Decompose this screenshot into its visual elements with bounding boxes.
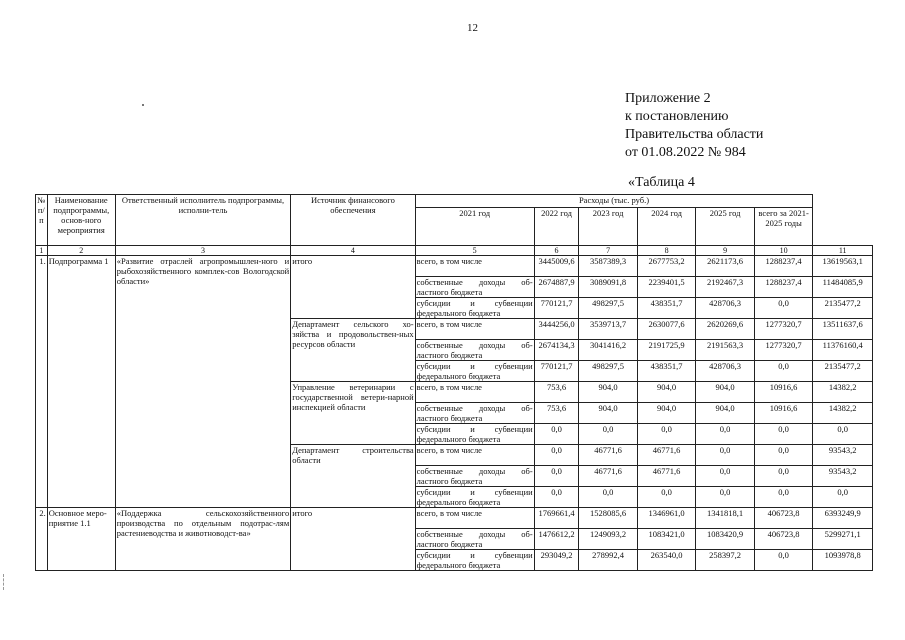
- header-row-top: [36, 195, 873, 208]
- column-number-row: [36, 246, 873, 256]
- column-number: 6: [534, 246, 579, 256]
- column-number: 7: [579, 246, 637, 256]
- expense-value: 770121,7: [534, 298, 579, 319]
- expense-value: 3444256,0: [534, 319, 579, 340]
- expense-value: 1528085,6: [579, 508, 637, 529]
- program-name: Основное меро-приятие 1.1: [47, 508, 115, 571]
- header-year-2025: 2025 год: [696, 208, 754, 246]
- expense-value: 753,6: [534, 382, 579, 403]
- expense-value: 0,0: [579, 424, 637, 445]
- expense-value: 2674134,3: [534, 340, 579, 361]
- responsible-executor: Департамент сельского хо-зяйства и продовольствен-ных ресурсов области: [291, 319, 415, 382]
- expense-value: 904,0: [696, 382, 754, 403]
- expense-value: 1476612,2: [534, 529, 579, 550]
- expense-value: 13619563,1: [813, 256, 873, 277]
- funding-source: всего, в том числе: [415, 445, 534, 466]
- expense-value: 0,0: [754, 445, 813, 466]
- table-caption: «Таблица 4: [628, 175, 695, 190]
- expense-value: 1288237,4: [754, 256, 813, 277]
- header-year-2022: 2022 год: [534, 208, 579, 246]
- expense-value: 46771,6: [579, 445, 637, 466]
- column-number: 4: [291, 246, 415, 256]
- expense-value: 3089091,8: [579, 277, 637, 298]
- funding-source: собственные доходы об-ластного бюджета: [416, 529, 533, 549]
- expense-value: 13511637,6: [813, 319, 873, 340]
- expense-value: 0,0: [754, 361, 813, 382]
- expense-value: 0,0: [696, 445, 754, 466]
- expense-value: 3587389,3: [579, 256, 637, 277]
- funding-source: всего, в том числе: [415, 256, 534, 277]
- column-number: 9: [696, 246, 754, 256]
- expense-value: 3539713,7: [579, 319, 637, 340]
- responsible-executor: итого: [291, 508, 415, 571]
- expense-value: 0,0: [754, 487, 813, 508]
- expense-value: 6393249,9: [813, 508, 873, 529]
- program-name: Подпрограмма 1: [47, 256, 115, 508]
- appendix-line-4: от 01.08.2022 № 984: [625, 145, 746, 160]
- expense-value: 2192467,3: [696, 277, 754, 298]
- expense-value: 1249093,2: [579, 529, 637, 550]
- expense-value: 46771,6: [637, 445, 695, 466]
- appendix-line-3: Правительства области: [625, 127, 764, 142]
- column-number: 2: [47, 246, 115, 256]
- expense-value: 0,0: [754, 550, 813, 571]
- expense-value: 406723,8: [754, 529, 813, 550]
- expense-value: 46771,6: [579, 466, 637, 487]
- expense-value: 904,0: [637, 382, 695, 403]
- row-number: 1.: [36, 256, 48, 508]
- expense-value: 1083420,9: [696, 529, 754, 550]
- header-executor: Ответственный исполнитель подпрограммы, исполни-тель: [115, 195, 290, 246]
- expense-value: 5299271,1: [813, 529, 873, 550]
- expenses-table: [35, 194, 873, 571]
- expense-value: 2135477,2: [813, 298, 873, 319]
- expense-value: 278992,4: [579, 550, 637, 571]
- funding-source: всего, в том числе: [415, 508, 534, 529]
- column-number: 1: [36, 246, 48, 256]
- expense-value: 0,0: [579, 487, 637, 508]
- appendix-header: [625, 90, 763, 162]
- expense-value: 10916,6: [754, 382, 813, 403]
- header-source: Источник финансового обеспечения: [291, 195, 415, 246]
- expense-value: 0,0: [696, 424, 754, 445]
- expense-value: 904,0: [637, 403, 695, 424]
- expense-value: 0,0: [754, 424, 813, 445]
- expense-value: 3041416,2: [579, 340, 637, 361]
- expense-value: 0,0: [754, 298, 813, 319]
- expense-value: 0,0: [813, 487, 873, 508]
- expense-value: 904,0: [579, 403, 637, 424]
- funding-source: субсидии и субвенции федерального бюджета: [416, 361, 533, 381]
- expense-value: 11376160,4: [813, 340, 873, 361]
- appendix-line-1: Приложение 2: [625, 91, 711, 106]
- expense-value: 0,0: [637, 487, 695, 508]
- row-number: 2.: [36, 508, 48, 571]
- program-description: «Поддержка сельскохозяйственного производства по отдельным подотрас-лям растениеводства и животноводст-ва»: [115, 508, 290, 571]
- expense-value: 1093978,8: [813, 550, 873, 571]
- expense-value: 438351,7: [637, 361, 695, 382]
- funding-source: всего, в том числе: [415, 319, 534, 340]
- expense-value: 11484085,9: [813, 277, 873, 298]
- expense-value: 0,0: [637, 424, 695, 445]
- expense-value: 2191725,9: [637, 340, 695, 361]
- expense-value: 428706,3: [696, 361, 754, 382]
- expense-value: 2191563,3: [696, 340, 754, 361]
- expense-value: 2621173,6: [696, 256, 754, 277]
- expense-value: 0,0: [534, 445, 579, 466]
- header-name: Наименование подпрограммы, основ-ного мероприятия: [47, 195, 115, 246]
- page-number: 12: [467, 22, 478, 34]
- expense-value: 770121,7: [534, 361, 579, 382]
- expense-value: 10916,6: [754, 403, 813, 424]
- expense-value: 1341818,1: [696, 508, 754, 529]
- expense-value: 93543,2: [813, 445, 873, 466]
- expense-value: 1346961,0: [637, 508, 695, 529]
- expense-value: 258397,2: [696, 550, 754, 571]
- responsible-executor: Управление ветеринарии с государственной ветери-нарной инспекцией области: [291, 382, 415, 445]
- expense-value: 2620269,6: [696, 319, 754, 340]
- expense-value: 1769661,4: [534, 508, 579, 529]
- expense-value: 263540,0: [637, 550, 695, 571]
- header-year-2023: 2023 год: [579, 208, 637, 246]
- header-expenses: Расходы (тыс. руб.): [415, 195, 813, 208]
- expense-value: 0,0: [813, 424, 873, 445]
- expense-value: 0,0: [696, 466, 754, 487]
- expense-value: 0,0: [534, 487, 579, 508]
- funding-source: субсидии и субвенции федерального бюджета: [416, 487, 533, 507]
- expense-value: 2630077,6: [637, 319, 695, 340]
- header-total: всего за 2021-2025 годы: [754, 208, 813, 246]
- expense-value: 1288237,4: [754, 277, 813, 298]
- responsible-executor: итого: [291, 256, 415, 319]
- column-number: 3: [115, 246, 290, 256]
- header-num: № п/п: [36, 195, 48, 246]
- expense-value: 0,0: [534, 466, 579, 487]
- expense-value: 438351,7: [637, 298, 695, 319]
- funding-source: собственные доходы об-ластного бюджета: [416, 340, 533, 360]
- table-row: [36, 508, 873, 529]
- responsible-executor: Департамент строительства области: [291, 445, 415, 508]
- funding-source: собственные доходы об-ластного бюджета: [416, 466, 533, 486]
- appendix-line-2: к постановлению: [625, 109, 729, 124]
- expense-value: 498297,5: [579, 361, 637, 382]
- expense-value: 14382,2: [813, 382, 873, 403]
- expense-value: 2135477,2: [813, 361, 873, 382]
- column-number: 5: [415, 246, 534, 256]
- expense-value: 904,0: [696, 403, 754, 424]
- expense-value: 0,0: [754, 466, 813, 487]
- expense-value: 0,0: [696, 487, 754, 508]
- expense-value: 2677753,2: [637, 256, 695, 277]
- scan-edge-mark: [3, 574, 7, 590]
- expense-value: 753,6: [534, 403, 579, 424]
- expense-value: 1277320,7: [754, 340, 813, 361]
- expense-value: 904,0: [579, 382, 637, 403]
- expense-value: 1083421,0: [637, 529, 695, 550]
- funding-source: субсидии и субвенции федерального бюджета: [416, 424, 533, 444]
- column-number: 8: [637, 246, 695, 256]
- expense-value: 293049,2: [534, 550, 579, 571]
- funding-source: субсидии и субвенции федерального бюджета: [416, 550, 533, 570]
- expense-value: 2674887,9: [534, 277, 579, 298]
- expense-value: 46771,6: [637, 466, 695, 487]
- expense-value: 3445009,6: [534, 256, 579, 277]
- table-row: [36, 256, 873, 277]
- funding-source: собственные доходы об-ластного бюджета: [416, 403, 533, 423]
- expense-value: 0,0: [534, 424, 579, 445]
- funding-source: всего, в том числе: [415, 382, 534, 403]
- column-number: 10: [754, 246, 813, 256]
- header-year-2021: 2021 год: [415, 208, 534, 246]
- expense-value: 2239401,5: [637, 277, 695, 298]
- expense-value: 14382,2: [813, 403, 873, 424]
- column-number: 11: [813, 246, 873, 256]
- expense-value: 428706,3: [696, 298, 754, 319]
- scan-speck: [142, 104, 144, 106]
- expense-value: 498297,5: [579, 298, 637, 319]
- funding-source: собственные доходы об-ластного бюджета: [416, 277, 533, 297]
- expense-value: 406723,8: [754, 508, 813, 529]
- expense-value: 1277320,7: [754, 319, 813, 340]
- header-year-2024: 2024 год: [637, 208, 695, 246]
- expense-value: 93543,2: [813, 466, 873, 487]
- funding-source: субсидии и субвенции федерального бюджета: [416, 298, 533, 318]
- program-description: «Развитие отраслей агропромышлен-ного и рыбохозяйственного комплек-сов Вологодской области»: [115, 256, 290, 508]
